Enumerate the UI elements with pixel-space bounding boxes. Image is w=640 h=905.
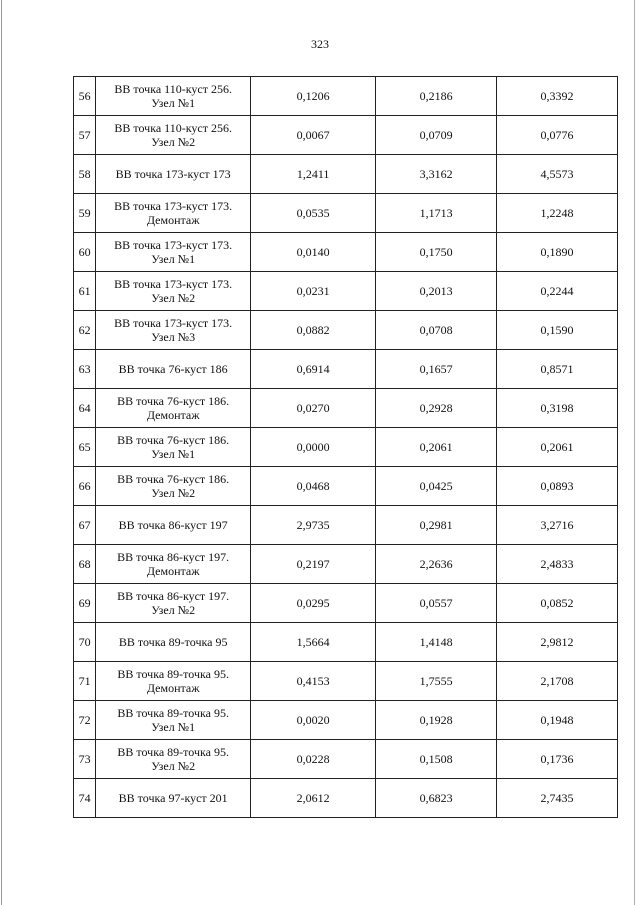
table-row	[74, 467, 618, 506]
value-cell-2: 3,3162	[376, 155, 497, 194]
row-number-cell: 59	[74, 194, 96, 233]
object-name-line: Узел №1	[151, 720, 196, 734]
object-name-line: Узел №1	[151, 447, 196, 461]
table-row	[74, 389, 618, 428]
object-name-line: ВВ точка 173-куст 173	[115, 167, 231, 181]
value-cell-2: 2,2636	[376, 545, 497, 584]
value-cell-3: 1,2248	[497, 194, 618, 233]
value-cell-1: 2,0612	[251, 779, 376, 818]
table-row	[74, 623, 618, 662]
value-cell-2: 1,4148	[376, 623, 497, 662]
value-cell-1: 2,9735	[251, 506, 376, 545]
table-row	[74, 116, 618, 155]
value-cell-1: 0,2197	[251, 545, 376, 584]
row-number-cell: 62	[74, 311, 96, 350]
value-cell-3: 0,3198	[497, 389, 618, 428]
row-number-cell: 70	[74, 623, 96, 662]
page-number: 323	[311, 37, 329, 51]
object-name-cell	[96, 77, 251, 116]
object-name-line: ВВ точка 76-куст 186.	[117, 433, 230, 447]
object-name-cell	[96, 467, 251, 506]
value-cell-3: 0,1590	[497, 311, 618, 350]
value-cell-2: 0,2928	[376, 389, 497, 428]
value-cell-2: 0,6823	[376, 779, 497, 818]
object-name-line: ВВ точка 173-куст 173.	[114, 316, 233, 330]
table-row	[74, 779, 618, 818]
object-name-line: ВВ точка 89-точка 95.	[117, 706, 229, 720]
value-cell-1: 0,0882	[251, 311, 376, 350]
value-cell-2: 0,2186	[376, 77, 497, 116]
value-cell-2: 0,2013	[376, 272, 497, 311]
object-name-line: ВВ точка 76-куст 186	[118, 362, 228, 376]
object-name-line: ВВ точка 110-куст 256.	[114, 121, 232, 135]
value-cell-2: 0,0708	[376, 311, 497, 350]
value-cell-3: 0,1890	[497, 233, 618, 272]
object-name-line: ВВ точка 86-куст 197.	[117, 589, 230, 603]
object-name-line: Узел №1	[151, 252, 196, 266]
value-cell-3: 0,3392	[497, 77, 618, 116]
object-name-line: ВВ точка 173-куст 173.	[114, 238, 233, 252]
value-cell-1: 0,4153	[251, 662, 376, 701]
value-cell-1: 0,0140	[251, 233, 376, 272]
object-name-cell	[96, 623, 251, 662]
table-row	[74, 584, 618, 623]
row-number-cell: 64	[74, 389, 96, 428]
value-cell-3: 3,2716	[497, 506, 618, 545]
object-name-line: ВВ точка 173-куст 173.	[114, 199, 233, 213]
row-number-cell: 58	[74, 155, 96, 194]
value-cell-1: 0,6914	[251, 350, 376, 389]
table-body	[74, 77, 618, 818]
object-name-line: Демонтаж	[146, 213, 200, 227]
value-cell-2: 0,2061	[376, 428, 497, 467]
object-name-line: Узел №1	[151, 96, 196, 110]
object-name-line: Узел №2	[151, 759, 196, 773]
table-row	[74, 194, 618, 233]
table-row	[74, 428, 618, 467]
value-cell-1: 1,5664	[251, 623, 376, 662]
object-name-cell	[96, 545, 251, 584]
table-row	[74, 233, 618, 272]
object-name-cell	[96, 740, 251, 779]
row-number-cell: 71	[74, 662, 96, 701]
row-number-cell: 66	[74, 467, 96, 506]
row-number-cell: 69	[74, 584, 96, 623]
object-name-line: ВВ точка 110-куст 256.	[114, 82, 232, 96]
value-cell-1: 0,0295	[251, 584, 376, 623]
value-cell-3: 2,1708	[497, 662, 618, 701]
value-cell-2: 1,1713	[376, 194, 497, 233]
object-name-line: ВВ точка 76-куст 186.	[117, 394, 230, 408]
object-name-cell	[96, 662, 251, 701]
row-number-cell: 60	[74, 233, 96, 272]
row-number-cell: 65	[74, 428, 96, 467]
row-number-cell: 61	[74, 272, 96, 311]
object-name-line: Демонтаж	[146, 408, 200, 422]
value-cell-3: 0,2244	[497, 272, 618, 311]
table-row	[74, 311, 618, 350]
object-name-line: ВВ точка 173-куст 173.	[114, 277, 233, 291]
table-row	[74, 272, 618, 311]
row-number-cell: 67	[74, 506, 96, 545]
object-name-line: ВВ точка 89-точка 95	[118, 635, 228, 649]
row-number-cell: 72	[74, 701, 96, 740]
row-number-cell: 57	[74, 116, 96, 155]
value-cell-1: 0,0231	[251, 272, 376, 311]
table-row	[74, 740, 618, 779]
object-name-cell	[96, 584, 251, 623]
value-cell-3: 0,2061	[497, 428, 618, 467]
object-name-line: ВВ точка 89-точка 95.	[117, 745, 229, 759]
object-name-cell	[96, 701, 251, 740]
object-name-line: Узел №2	[151, 135, 196, 149]
object-name-cell	[96, 311, 251, 350]
object-name-cell	[96, 116, 251, 155]
object-name-line: Узел №2	[151, 291, 196, 305]
table-row	[74, 506, 618, 545]
value-cell-3: 0,0852	[497, 584, 618, 623]
value-cell-1: 0,0270	[251, 389, 376, 428]
value-cell-1: 0,0067	[251, 116, 376, 155]
value-cell-3: 0,0776	[497, 116, 618, 155]
object-name-line: Узел №3	[151, 330, 196, 344]
row-number-cell: 73	[74, 740, 96, 779]
value-cell-1: 1,2411	[251, 155, 376, 194]
object-name-cell	[96, 350, 251, 389]
page-edge-left	[1, 0, 2, 905]
value-cell-2: 0,0425	[376, 467, 497, 506]
object-name-line: ВВ точка 76-куст 186.	[117, 472, 230, 486]
value-cell-1: 0,0535	[251, 194, 376, 233]
value-cell-2: 0,1928	[376, 701, 497, 740]
value-cell-1: 0,0020	[251, 701, 376, 740]
value-cell-3: 0,0893	[497, 467, 618, 506]
value-cell-3: 0,1948	[497, 701, 618, 740]
value-cell-3: 2,9812	[497, 623, 618, 662]
data-table	[73, 76, 618, 818]
table-row	[74, 77, 618, 116]
row-number-cell: 63	[74, 350, 96, 389]
object-name-line: Узел №2	[151, 486, 196, 500]
object-name-cell	[96, 194, 251, 233]
value-cell-2: 0,0709	[376, 116, 497, 155]
value-cell-2: 1,7555	[376, 662, 497, 701]
row-number-cell: 74	[74, 779, 96, 818]
value-cell-3: 2,7435	[497, 779, 618, 818]
object-name-cell	[96, 272, 251, 311]
object-name-cell	[96, 233, 251, 272]
value-cell-2: 0,0557	[376, 584, 497, 623]
object-name-cell	[96, 506, 251, 545]
table-row	[74, 545, 618, 584]
value-cell-1: 0,0228	[251, 740, 376, 779]
object-name-line: ВВ точка 97-куст 201	[118, 791, 228, 805]
table-row	[74, 155, 618, 194]
value-cell-3: 2,4833	[497, 545, 618, 584]
table-row	[74, 662, 618, 701]
object-name-line: ВВ точка 86-куст 197	[118, 518, 228, 532]
object-name-cell	[96, 428, 251, 467]
row-number-cell: 68	[74, 545, 96, 584]
value-cell-1: 0,0468	[251, 467, 376, 506]
value-cell-2: 0,1508	[376, 740, 497, 779]
object-name-cell	[96, 389, 251, 428]
value-cell-2: 0,1657	[376, 350, 497, 389]
value-cell-3: 0,8571	[497, 350, 618, 389]
page-edge-right	[634, 0, 635, 905]
value-cell-3: 4,5573	[497, 155, 618, 194]
object-name-cell	[96, 779, 251, 818]
value-cell-2: 0,2981	[376, 506, 497, 545]
object-name-line: Демонтаж	[146, 681, 200, 695]
table-row	[74, 350, 618, 389]
row-number-cell: 56	[74, 77, 96, 116]
value-cell-2: 0,1750	[376, 233, 497, 272]
table-row	[74, 701, 618, 740]
value-cell-1: 0,1206	[251, 77, 376, 116]
object-name-line: ВВ точка 89-точка 95.	[117, 667, 229, 681]
value-cell-3: 0,1736	[497, 740, 618, 779]
object-name-cell	[96, 155, 251, 194]
object-name-line: Узел №2	[151, 603, 196, 617]
object-name-line: ВВ точка 86-куст 197.	[117, 550, 230, 564]
object-name-line: Демонтаж	[146, 564, 200, 578]
value-cell-1: 0,0000	[251, 428, 376, 467]
